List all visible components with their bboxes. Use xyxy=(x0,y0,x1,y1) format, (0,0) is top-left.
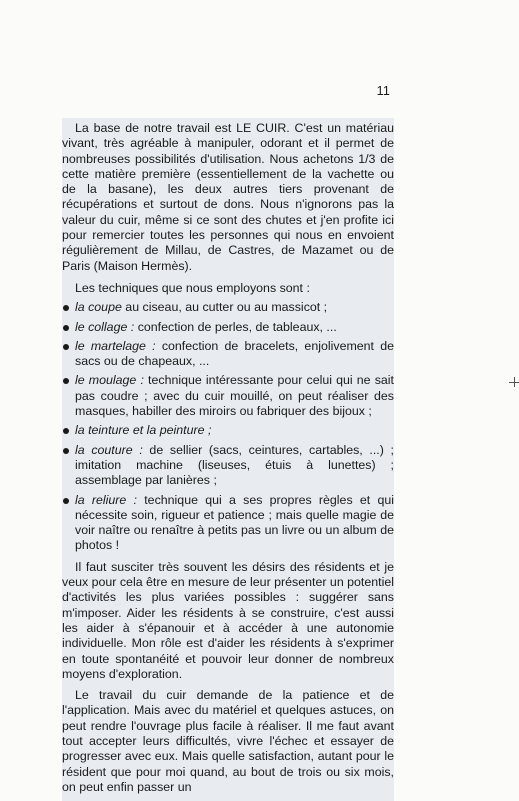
technique-term: la coupe xyxy=(75,300,122,315)
technique-term: la reliure : xyxy=(75,492,137,507)
technique-desc: confection de bracelets, enjolivement de sacs ou de chapeaux, ... xyxy=(75,338,394,369)
paragraph-residents: Il faut susciter très souvent les désirs des résidents et je veux pour cela être en mesure de leur présenter un potentiel d'activités les plus variées possibles : suggérer sans m'imposer. Aider les résidents à se construire, c'est aussi les aider à s'épanouir et à accéder à une autonomie individuelle. Mon rôle est d'aider les résidents à s'exprimer en toute spontanéité et pouvoir leur donner de nombreux moyens d'exploration. xyxy=(62,559,394,681)
bullet-icon xyxy=(63,344,69,350)
bullet-icon xyxy=(63,498,69,504)
list-item-collage xyxy=(62,320,394,335)
paragraph-leather-intro: La base de notre travail est LE CUIR. C'est un matériau vivant, très agréable à manipuler, odorant et il permet de nombreuses possibilités d'utilisation. Nous achetons 1/3 de cette matière première (essentiellement de la vachette ou de la basane), les deux autres tiers provenant de récupérations et surtout de dons. Nous n'ignorons pas la valeur du cuir, même si ce sont des chutes et j'en profite ici pour remercier toutes les personnes qui nous en envoient régulièrement de Millau, de Castres, de Mazamet ou de Paris (Maison Hermès). xyxy=(62,121,394,273)
techniques-intro: Les techniques que nous employons sont : xyxy=(75,280,310,295)
bullet-icon xyxy=(63,448,69,454)
technique-term: le moulage : xyxy=(75,373,144,388)
technique-term: la teinture et la peinture ; xyxy=(75,423,212,438)
list-item-couture xyxy=(62,443,394,489)
technique-term: la couture : xyxy=(75,442,143,457)
paragraph-patience: Le travail du cuir demande de la patience et de l'application. Mais avec du matériel et quelques astuces, on peut rendre l'ouvrage plus facile à réaliser. Il me faut avant tout accepter leurs difficultés, vivre l'échec et essayer de progresser avec eux. Mais quelle satisfaction, autant pour le résident que pour moi quand, au bout de trois ou six mois, on peut enfin passer un xyxy=(62,688,394,794)
bullet-icon xyxy=(63,305,69,311)
list-item-teinture xyxy=(62,423,394,438)
technique-desc: technique intéressante pour celui qui ne sait pas coudre ; avec du cuir mouillé, on peut réaliser des masques, habiller des miroirs ou fabriquer des bijoux ; xyxy=(75,373,394,419)
page-number: 11 xyxy=(376,84,390,98)
bullet-icon xyxy=(63,378,69,384)
text-column xyxy=(62,118,394,801)
list-item-moulage xyxy=(62,373,394,419)
bullet-icon xyxy=(63,428,69,434)
technique-desc: technique qui a ses propres règles et qui nécessite soin, rigueur et patience ; mais quelle magie de voir naître ou renaître à petits pas un livre ou un album de photos ! xyxy=(75,492,394,553)
list-item-martelage xyxy=(62,339,394,370)
technique-term: le collage : xyxy=(75,319,135,334)
technique-desc: au ciseau, au cutter ou au massicot ; xyxy=(121,300,328,315)
list-item-reliure xyxy=(62,493,394,554)
list-item-coupe xyxy=(62,300,394,315)
technique-term: le martelage : xyxy=(75,338,156,353)
crop-mark-tick xyxy=(514,377,515,387)
bullet-icon xyxy=(63,325,69,331)
technique-desc: de sellier (sacs, ceintures, cartables, ...) ; imitation machine (liseuses, étuis à lunettes) ; assemblage par lanières ; xyxy=(75,442,394,488)
technique-desc: confection de perles, de tableaux, ... xyxy=(134,319,337,334)
techniques-list xyxy=(62,300,394,553)
